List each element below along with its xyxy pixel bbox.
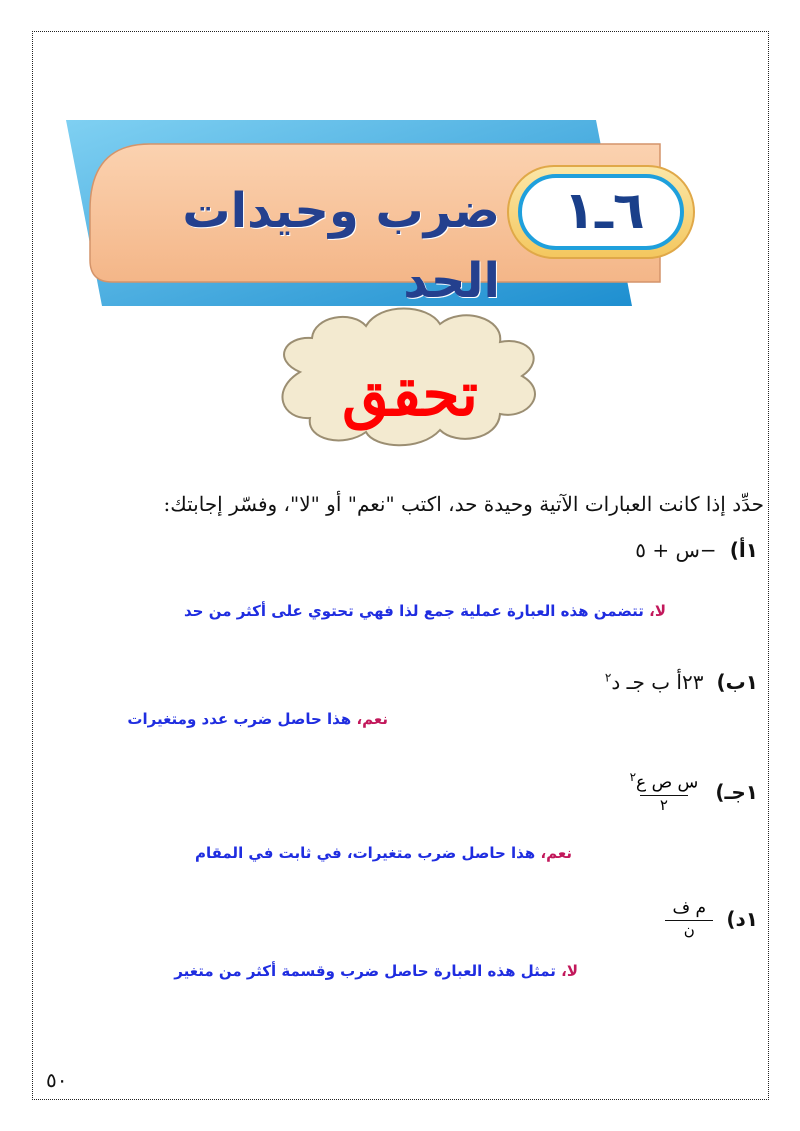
- exercise-item-b: [605, 670, 758, 694]
- answer-a: [184, 602, 666, 620]
- expression-exponent: ٢: [604, 670, 612, 685]
- fraction-denominator: ن: [665, 920, 713, 939]
- item-label: ١جـ): [715, 779, 758, 804]
- lesson-number: ٦ـ١: [563, 181, 645, 241]
- item-expression: −س + ٥: [635, 538, 717, 562]
- fraction: [626, 770, 703, 814]
- exercise-item-d: [665, 898, 758, 939]
- exercise-item-a: [635, 538, 758, 562]
- answer-c: [195, 844, 572, 862]
- answer-lead: نعم،: [356, 710, 388, 728]
- answer-text: هذا حاصل ضرب متغيرات، في ثابت في المقام: [194, 844, 541, 862]
- answer-lead: نعم،: [540, 844, 572, 862]
- item-label: ١د): [726, 906, 758, 931]
- answer-text: تمثل هذه العبارة حاصل ضرب وقسمة أكثر من متغير: [174, 962, 562, 980]
- exercise-item-c: [626, 770, 758, 814]
- answer-b: [127, 710, 388, 728]
- numerator-main: س ص ع: [636, 772, 699, 793]
- page-number: ٥٠: [46, 1068, 68, 1092]
- answer-text: تتضمن هذه العبارة عملية جمع لذا فهي تحتوي على أكثر من حد: [184, 602, 650, 620]
- fraction-numerator: [626, 770, 703, 795]
- expression-main: ٢٣أ ب جـ د: [611, 670, 704, 694]
- answer-lead: لا،: [561, 962, 578, 980]
- answer-text: هذا حاصل ضرب عدد ومتغيرات: [127, 710, 357, 728]
- check-badge-word: تحقق: [342, 360, 478, 430]
- fraction-denominator: ٢: [640, 795, 688, 814]
- fraction-numerator: م ف: [672, 898, 707, 918]
- item-label: ١أ): [729, 538, 758, 562]
- answer-d: [174, 962, 578, 980]
- item-expression: [605, 670, 704, 694]
- item-label: ١ب): [716, 670, 758, 694]
- answer-lead: لا،: [649, 602, 666, 620]
- numerator-exponent: ٢: [629, 770, 637, 784]
- instruction-text: حدِّد إذا كانت العبارات الآتية وحيدة حد، اكتب "نعم" أو "لا"، وفسّر إجابتك:: [163, 492, 764, 516]
- fraction: [665, 898, 713, 939]
- lesson-title: ضرب وحيدات الحد: [182, 183, 500, 309]
